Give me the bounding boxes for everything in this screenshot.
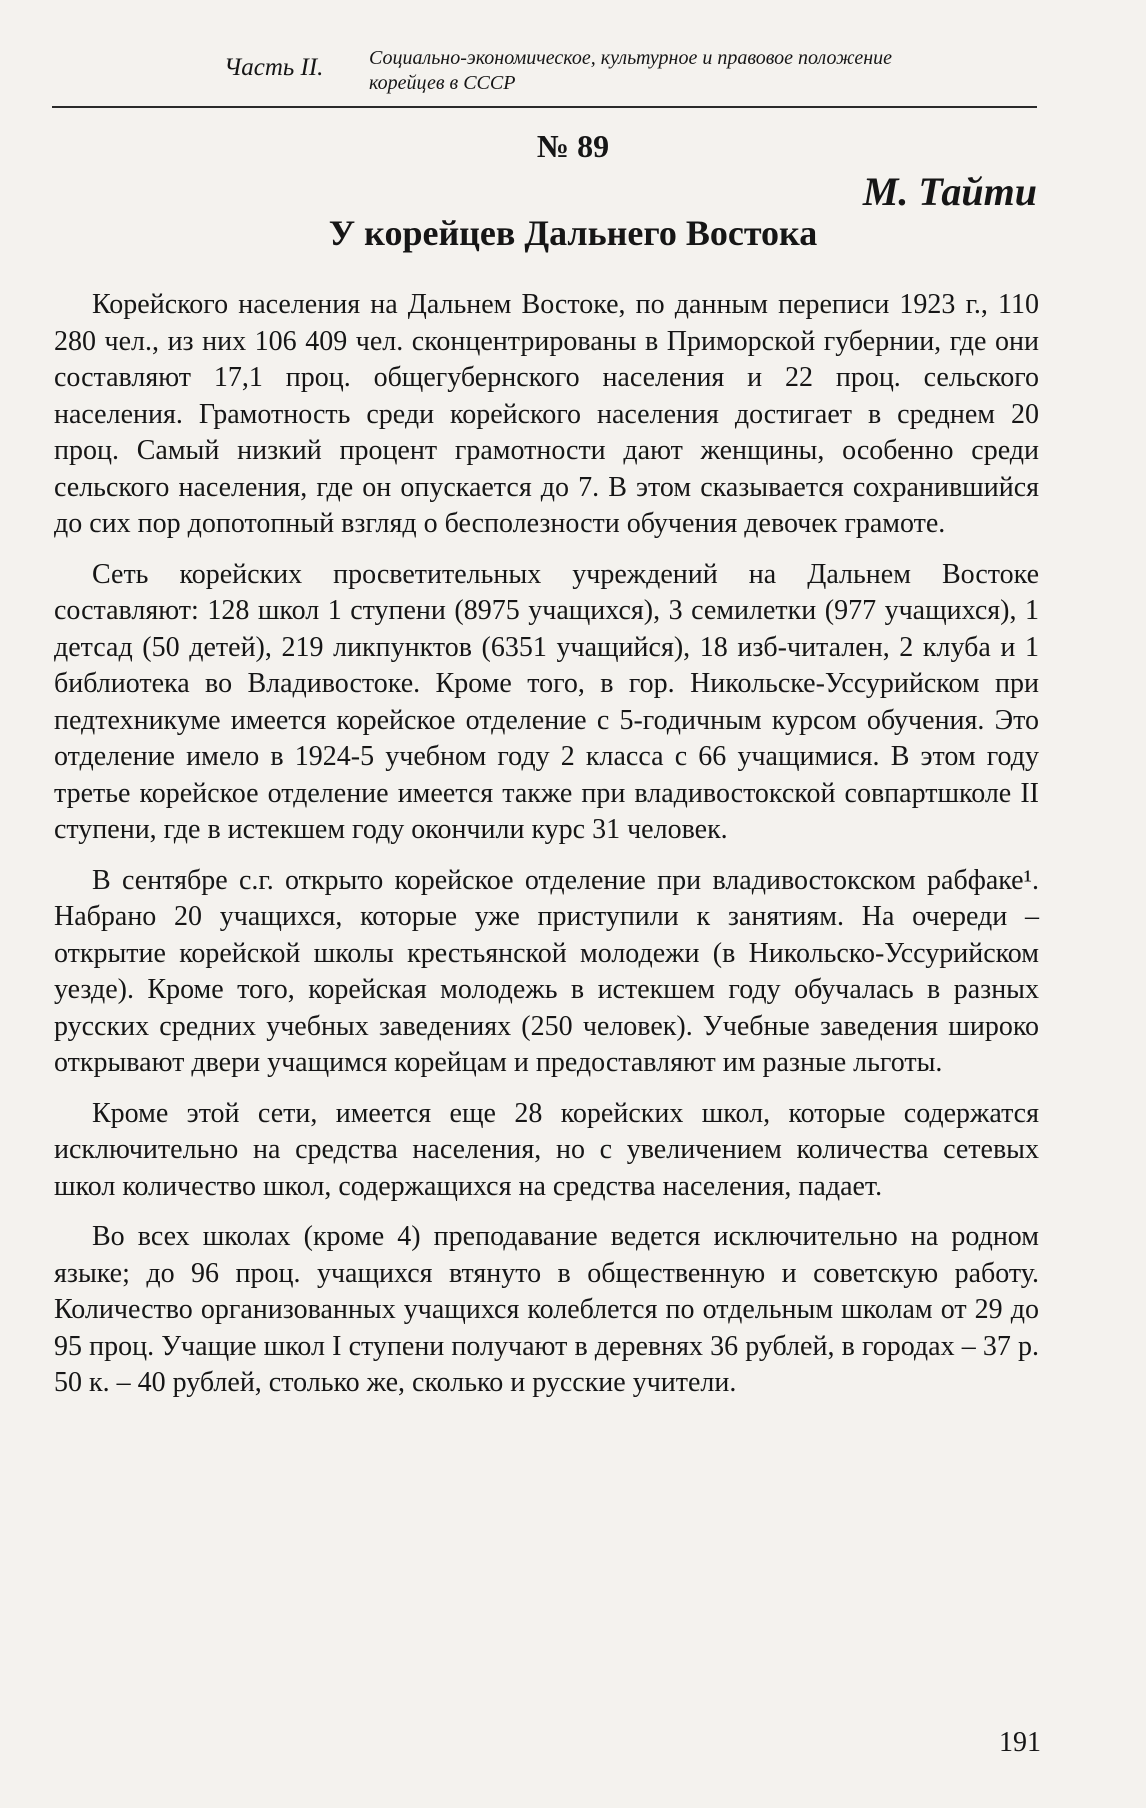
running-head-section-line-1: Социально-экономическое, культурное и правовое положение	[369, 47, 893, 69]
paragraph-5: Во всех школах (кроме 4) преподавание ведется исключительно на родном языке; до 96 проц. учащихся втянуто в общественную и советскую работу. Количество организованных учащихся колеблется по отдельным школам от 29 до 95 проц. Учащие школ I ступени получают в деревнях 36 рублей, в городах – 37 р. 50 к. – 40 рублей, столько же, сколько и русские учители.	[54, 1221, 1039, 1398]
document-author: М. Тайти	[862, 169, 1037, 214]
running-head-section-line-2: корейцев в СССР	[369, 72, 516, 94]
document-body	[54, 287, 1039, 1416]
running-head-part: Часть II.	[224, 54, 324, 81]
running-head	[52, 44, 1037, 108]
paragraph-1: Корейского населения на Дальнем Востоке, по данным переписи 1923 г., 110 280 чел., из них 106 409 чел. сконцентрированы в Приморской губернии, где они составляют 17,1 проц. общегубернского населения и 22 проц. сельского населения. Грамотность среди корейского населения достигает в среднем 20 проц. Самый низкий процент грамотности дают женщины, особенно среди сельского населения, где он опускается до 7. В этом сказывается сохранившийся до сих пор допотопный взгляд о бесполезности обучения девочек грамоте.	[54, 289, 1039, 539]
paragraph-2: Сеть корейских просветительных учреждений на Дальнем Востоке составляют: 128 школ 1 ступени (8975 учащихся), 3 семилетки (977 учащихся), 1 детсад (50 детей), 219 ликпунктов (6351 учащийся), 18 изб-читален, 2 клуба и 1 библиотека во Владивостоке. Кроме того, в гор. Никольске-Уссурийском при педтехникуме имеется корейское отделение с 5-годичным курсом обучения. Это отделение имело в 1924-5 учебном году 2 класса с 66 учащимися. В этом году третье корейское отделение имеется также при владивостокской совпартшколе II ступени, где в истекшем году окончили курс 31 человек.	[54, 558, 1039, 845]
page-number: 191	[999, 1727, 1041, 1758]
running-head-section	[369, 46, 892, 96]
paragraph-3: В сентябре с.г. открыто корейское отделение при владивостокском рабфаке¹. Набрано 20 учащихся, которые уже приступили к занятиям. На очереди – открытие корейской школы крестьянской молодежи (в Никольско-Уссурийском уезде). Кроме того, корейская молодежь в истекшем году обучалась в разных русских средних учебных заведениях (250 человек). Учебные заведения широко открывают двери учащимся корейцам и предоставляют им разные льготы.	[54, 864, 1039, 1078]
paragraph-4: Кроме этой сети, имеется еще 28 корейских школ, которые содержатся исключительно на средства населения, но с увеличением количества сетевых школ количество школ, содержащихся на средства населения, падает.	[54, 1097, 1039, 1202]
document-number: № 89	[536, 128, 610, 164]
document-title: У корейцев Дальнего Востока	[328, 213, 818, 253]
